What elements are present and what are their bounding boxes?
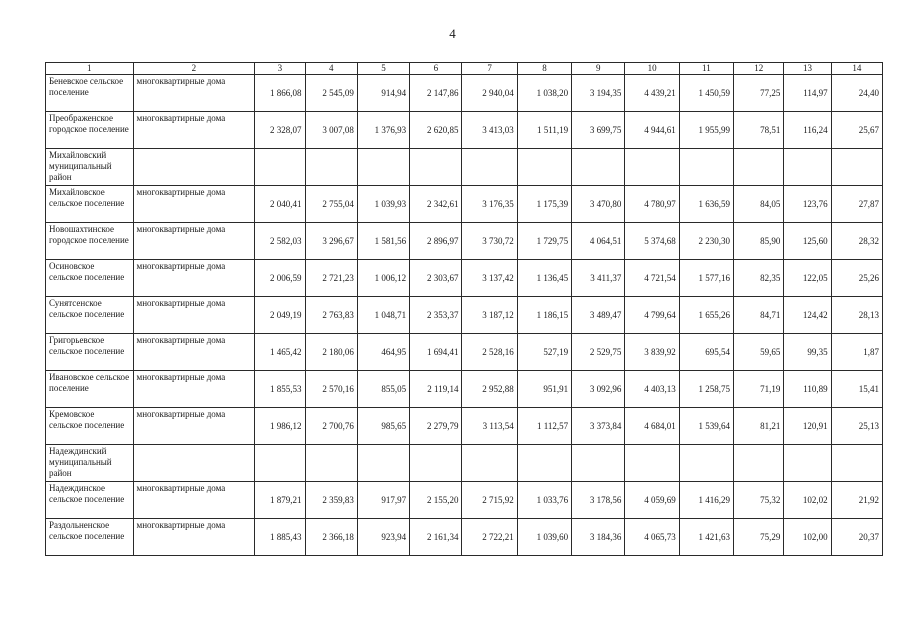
value-cell: 77,25 bbox=[734, 75, 784, 112]
value-cell: 1 866,08 bbox=[255, 75, 305, 112]
value-cell: 2 049,19 bbox=[255, 297, 305, 334]
value-cell: 2 570,16 bbox=[305, 371, 357, 408]
value-cell: 15,41 bbox=[831, 371, 882, 408]
value-cell: 75,32 bbox=[734, 482, 784, 519]
column-number-header: 8 bbox=[517, 63, 571, 75]
tariff-table bbox=[45, 62, 883, 556]
value-cell: 102,00 bbox=[784, 519, 831, 556]
value-cell: 2 147,86 bbox=[410, 75, 462, 112]
value-cell: 116,24 bbox=[784, 112, 831, 149]
value-cell: 24,40 bbox=[831, 75, 882, 112]
column-number-header: 12 bbox=[734, 63, 784, 75]
column-number-header: 6 bbox=[410, 63, 462, 75]
value-cell: 2 180,06 bbox=[305, 334, 357, 371]
value-cell: 84,71 bbox=[734, 297, 784, 334]
table-row bbox=[46, 75, 883, 112]
value-cell bbox=[305, 445, 357, 482]
value-cell: 3 184,36 bbox=[572, 519, 625, 556]
settlement-name-cell: Михайловский муниципальный район bbox=[46, 149, 134, 186]
value-cell: 20,37 bbox=[831, 519, 882, 556]
value-cell bbox=[517, 149, 571, 186]
value-cell: 1 694,41 bbox=[410, 334, 462, 371]
value-cell bbox=[410, 149, 462, 186]
value-cell: 28,32 bbox=[831, 223, 882, 260]
value-cell: 122,05 bbox=[784, 260, 831, 297]
value-cell: 3 730,72 bbox=[462, 223, 517, 260]
table-row bbox=[46, 371, 883, 408]
value-cell: 4 439,21 bbox=[625, 75, 679, 112]
value-cell: 3 137,42 bbox=[462, 260, 517, 297]
value-cell: 1 006,12 bbox=[357, 260, 409, 297]
value-cell: 951,91 bbox=[517, 371, 571, 408]
value-cell bbox=[305, 149, 357, 186]
value-cell: 855,05 bbox=[357, 371, 409, 408]
table-row bbox=[46, 149, 883, 186]
value-cell: 3 007,08 bbox=[305, 112, 357, 149]
value-cell: 1 450,59 bbox=[679, 75, 733, 112]
value-cell: 123,76 bbox=[784, 186, 831, 223]
value-cell: 78,51 bbox=[734, 112, 784, 149]
settlement-name-cell: Сунятсенское сельское поселение bbox=[46, 297, 134, 334]
value-cell: 2 529,75 bbox=[572, 334, 625, 371]
value-cell: 2 755,04 bbox=[305, 186, 357, 223]
value-cell: 1 729,75 bbox=[517, 223, 571, 260]
value-cell: 4 065,73 bbox=[625, 519, 679, 556]
value-cell: 2 328,07 bbox=[255, 112, 305, 149]
value-cell: 2 161,34 bbox=[410, 519, 462, 556]
value-cell: 4 721,54 bbox=[625, 260, 679, 297]
value-cell: 2 353,37 bbox=[410, 297, 462, 334]
settlement-name-cell: Раздольненское сельское поселение bbox=[46, 519, 134, 556]
value-cell: 27,87 bbox=[831, 186, 882, 223]
value-cell: 1 581,56 bbox=[357, 223, 409, 260]
value-cell: 2 896,97 bbox=[410, 223, 462, 260]
housing-type-cell: многоквартирные дома bbox=[133, 371, 255, 408]
column-number-header: 3 bbox=[255, 63, 305, 75]
value-cell: 1 033,76 bbox=[517, 482, 571, 519]
column-number-header: 11 bbox=[679, 63, 733, 75]
value-cell: 28,13 bbox=[831, 297, 882, 334]
settlement-name-cell: Григорьевское сельское поселение bbox=[46, 334, 134, 371]
value-cell: 4 780,97 bbox=[625, 186, 679, 223]
value-cell: 464,95 bbox=[357, 334, 409, 371]
value-cell: 1 879,21 bbox=[255, 482, 305, 519]
value-cell: 3 113,54 bbox=[462, 408, 517, 445]
value-cell bbox=[784, 445, 831, 482]
value-cell bbox=[784, 149, 831, 186]
settlement-name-cell: Надеждинский муниципальный район bbox=[46, 445, 134, 482]
value-cell: 3 489,47 bbox=[572, 297, 625, 334]
value-cell: 81,21 bbox=[734, 408, 784, 445]
table-row bbox=[46, 334, 883, 371]
value-cell: 2 721,23 bbox=[305, 260, 357, 297]
value-cell: 1 039,93 bbox=[357, 186, 409, 223]
value-cell: 917,97 bbox=[357, 482, 409, 519]
settlement-name-cell: Ивановское сельское поселение bbox=[46, 371, 134, 408]
value-cell: 25,67 bbox=[831, 112, 882, 149]
table-row bbox=[46, 112, 883, 149]
table-row bbox=[46, 223, 883, 260]
value-cell: 1 539,64 bbox=[679, 408, 733, 445]
value-cell: 2 279,79 bbox=[410, 408, 462, 445]
value-cell: 120,91 bbox=[784, 408, 831, 445]
value-cell: 3 411,37 bbox=[572, 260, 625, 297]
value-cell: 25,26 bbox=[831, 260, 882, 297]
value-cell: 75,29 bbox=[734, 519, 784, 556]
value-cell: 2 366,18 bbox=[305, 519, 357, 556]
value-cell: 59,65 bbox=[734, 334, 784, 371]
housing-type-cell: многоквартирные дома bbox=[133, 260, 255, 297]
value-cell: 1 112,57 bbox=[517, 408, 571, 445]
value-cell: 4 403,13 bbox=[625, 371, 679, 408]
value-cell: 2 359,83 bbox=[305, 482, 357, 519]
value-cell: 2 545,09 bbox=[305, 75, 357, 112]
housing-type-cell: многоквартирные дома bbox=[133, 186, 255, 223]
value-cell: 1 655,26 bbox=[679, 297, 733, 334]
value-cell: 1 048,71 bbox=[357, 297, 409, 334]
value-cell: 3 413,03 bbox=[462, 112, 517, 149]
value-cell: 2 763,83 bbox=[305, 297, 357, 334]
value-cell: 527,19 bbox=[517, 334, 571, 371]
value-cell: 21,92 bbox=[831, 482, 882, 519]
value-cell: 2 722,21 bbox=[462, 519, 517, 556]
column-number-header: 7 bbox=[462, 63, 517, 75]
value-cell: 85,90 bbox=[734, 223, 784, 260]
value-cell bbox=[462, 149, 517, 186]
value-cell: 1 186,15 bbox=[517, 297, 571, 334]
column-number-header: 10 bbox=[625, 63, 679, 75]
housing-type-cell bbox=[133, 149, 255, 186]
table-row bbox=[46, 260, 883, 297]
value-cell: 1 258,75 bbox=[679, 371, 733, 408]
column-number-header: 14 bbox=[831, 63, 882, 75]
value-cell: 84,05 bbox=[734, 186, 784, 223]
value-cell: 2 940,04 bbox=[462, 75, 517, 112]
settlement-name-cell: Кремовское сельское поселение bbox=[46, 408, 134, 445]
value-cell: 114,97 bbox=[784, 75, 831, 112]
value-cell: 914,94 bbox=[357, 75, 409, 112]
value-cell bbox=[255, 445, 305, 482]
column-number-header: 2 bbox=[133, 63, 255, 75]
value-cell: 1 511,19 bbox=[517, 112, 571, 149]
value-cell bbox=[357, 445, 409, 482]
value-cell: 4 684,01 bbox=[625, 408, 679, 445]
value-cell: 2 006,59 bbox=[255, 260, 305, 297]
value-cell: 1 039,60 bbox=[517, 519, 571, 556]
table-row bbox=[46, 445, 883, 482]
value-cell: 5 374,68 bbox=[625, 223, 679, 260]
housing-type-cell: многоквартирные дома bbox=[133, 334, 255, 371]
value-cell: 2 582,03 bbox=[255, 223, 305, 260]
value-cell: 2 700,76 bbox=[305, 408, 357, 445]
housing-type-cell: многоквартирные дома bbox=[133, 112, 255, 149]
value-cell: 2 620,85 bbox=[410, 112, 462, 149]
settlement-name-cell: Надеждинское сельское поселение bbox=[46, 482, 134, 519]
value-cell: 2 303,67 bbox=[410, 260, 462, 297]
housing-type-cell: многоквартирные дома bbox=[133, 75, 255, 112]
value-cell: 2 155,20 bbox=[410, 482, 462, 519]
value-cell bbox=[679, 445, 733, 482]
value-cell: 102,02 bbox=[784, 482, 831, 519]
table-row bbox=[46, 482, 883, 519]
value-cell bbox=[410, 445, 462, 482]
settlement-name-cell: Беневское сельское поселение bbox=[46, 75, 134, 112]
value-cell: 4 799,64 bbox=[625, 297, 679, 334]
value-cell bbox=[625, 445, 679, 482]
value-cell bbox=[572, 149, 625, 186]
value-cell: 1 136,45 bbox=[517, 260, 571, 297]
value-cell: 3 178,56 bbox=[572, 482, 625, 519]
value-cell: 1 636,59 bbox=[679, 186, 733, 223]
value-cell: 923,94 bbox=[357, 519, 409, 556]
table-row bbox=[46, 408, 883, 445]
value-cell bbox=[734, 149, 784, 186]
column-number-header: 1 bbox=[46, 63, 134, 75]
settlement-name-cell: Михайловское сельское поселение bbox=[46, 186, 134, 223]
value-cell: 110,89 bbox=[784, 371, 831, 408]
table-row bbox=[46, 297, 883, 334]
value-cell bbox=[572, 445, 625, 482]
value-cell: 1 885,43 bbox=[255, 519, 305, 556]
header-row bbox=[46, 63, 883, 75]
value-cell: 71,19 bbox=[734, 371, 784, 408]
value-cell bbox=[517, 445, 571, 482]
value-cell bbox=[357, 149, 409, 186]
value-cell: 1 465,42 bbox=[255, 334, 305, 371]
value-cell: 4 059,69 bbox=[625, 482, 679, 519]
value-cell: 3 839,92 bbox=[625, 334, 679, 371]
value-cell: 124,42 bbox=[784, 297, 831, 334]
value-cell: 2 119,14 bbox=[410, 371, 462, 408]
housing-type-cell: многоквартирные дома bbox=[133, 482, 255, 519]
value-cell: 1 175,39 bbox=[517, 186, 571, 223]
value-cell: 2 342,61 bbox=[410, 186, 462, 223]
value-cell: 2 040,41 bbox=[255, 186, 305, 223]
value-cell: 3 187,12 bbox=[462, 297, 517, 334]
value-cell: 1 038,20 bbox=[517, 75, 571, 112]
value-cell: 4 064,51 bbox=[572, 223, 625, 260]
housing-type-cell: многоквартирные дома bbox=[133, 297, 255, 334]
value-cell: 99,35 bbox=[784, 334, 831, 371]
value-cell: 1 986,12 bbox=[255, 408, 305, 445]
value-cell: 1 416,29 bbox=[679, 482, 733, 519]
value-cell: 2 715,92 bbox=[462, 482, 517, 519]
value-cell bbox=[831, 445, 882, 482]
housing-type-cell: многоквартирные дома bbox=[133, 223, 255, 260]
value-cell: 3 194,35 bbox=[572, 75, 625, 112]
value-cell: 25,13 bbox=[831, 408, 882, 445]
value-cell bbox=[679, 149, 733, 186]
value-cell: 1 577,16 bbox=[679, 260, 733, 297]
value-cell bbox=[255, 149, 305, 186]
value-cell: 82,35 bbox=[734, 260, 784, 297]
value-cell bbox=[831, 149, 882, 186]
value-cell: 3 296,67 bbox=[305, 223, 357, 260]
value-cell: 3 373,84 bbox=[572, 408, 625, 445]
value-cell: 3 176,35 bbox=[462, 186, 517, 223]
column-number-header: 13 bbox=[784, 63, 831, 75]
value-cell: 695,54 bbox=[679, 334, 733, 371]
value-cell: 3 699,75 bbox=[572, 112, 625, 149]
value-cell bbox=[462, 445, 517, 482]
settlement-name-cell: Преображенское городское поселение bbox=[46, 112, 134, 149]
value-cell: 1 955,99 bbox=[679, 112, 733, 149]
page-number: 4 bbox=[449, 26, 456, 41]
housing-type-cell: многоквартирные дома bbox=[133, 408, 255, 445]
column-number-header: 9 bbox=[572, 63, 625, 75]
settlement-name-cell: Осиновское сельское поселение bbox=[46, 260, 134, 297]
value-cell: 125,60 bbox=[784, 223, 831, 260]
value-cell: 1 376,93 bbox=[357, 112, 409, 149]
value-cell: 2 952,88 bbox=[462, 371, 517, 408]
table-row bbox=[46, 519, 883, 556]
settlement-name-cell: Новошахтинское городское поселение bbox=[46, 223, 134, 260]
value-cell: 985,65 bbox=[357, 408, 409, 445]
value-cell: 2 230,30 bbox=[679, 223, 733, 260]
value-cell: 4 944,61 bbox=[625, 112, 679, 149]
housing-type-cell: многоквартирные дома bbox=[133, 519, 255, 556]
value-cell bbox=[625, 149, 679, 186]
column-number-header: 4 bbox=[305, 63, 357, 75]
value-cell: 1,87 bbox=[831, 334, 882, 371]
value-cell: 1 855,53 bbox=[255, 371, 305, 408]
value-cell: 2 528,16 bbox=[462, 334, 517, 371]
value-cell: 1 421,63 bbox=[679, 519, 733, 556]
value-cell: 3 470,80 bbox=[572, 186, 625, 223]
table-row bbox=[46, 186, 883, 223]
value-cell bbox=[734, 445, 784, 482]
column-number-header: 5 bbox=[357, 63, 409, 75]
housing-type-cell bbox=[133, 445, 255, 482]
value-cell: 3 092,96 bbox=[572, 371, 625, 408]
